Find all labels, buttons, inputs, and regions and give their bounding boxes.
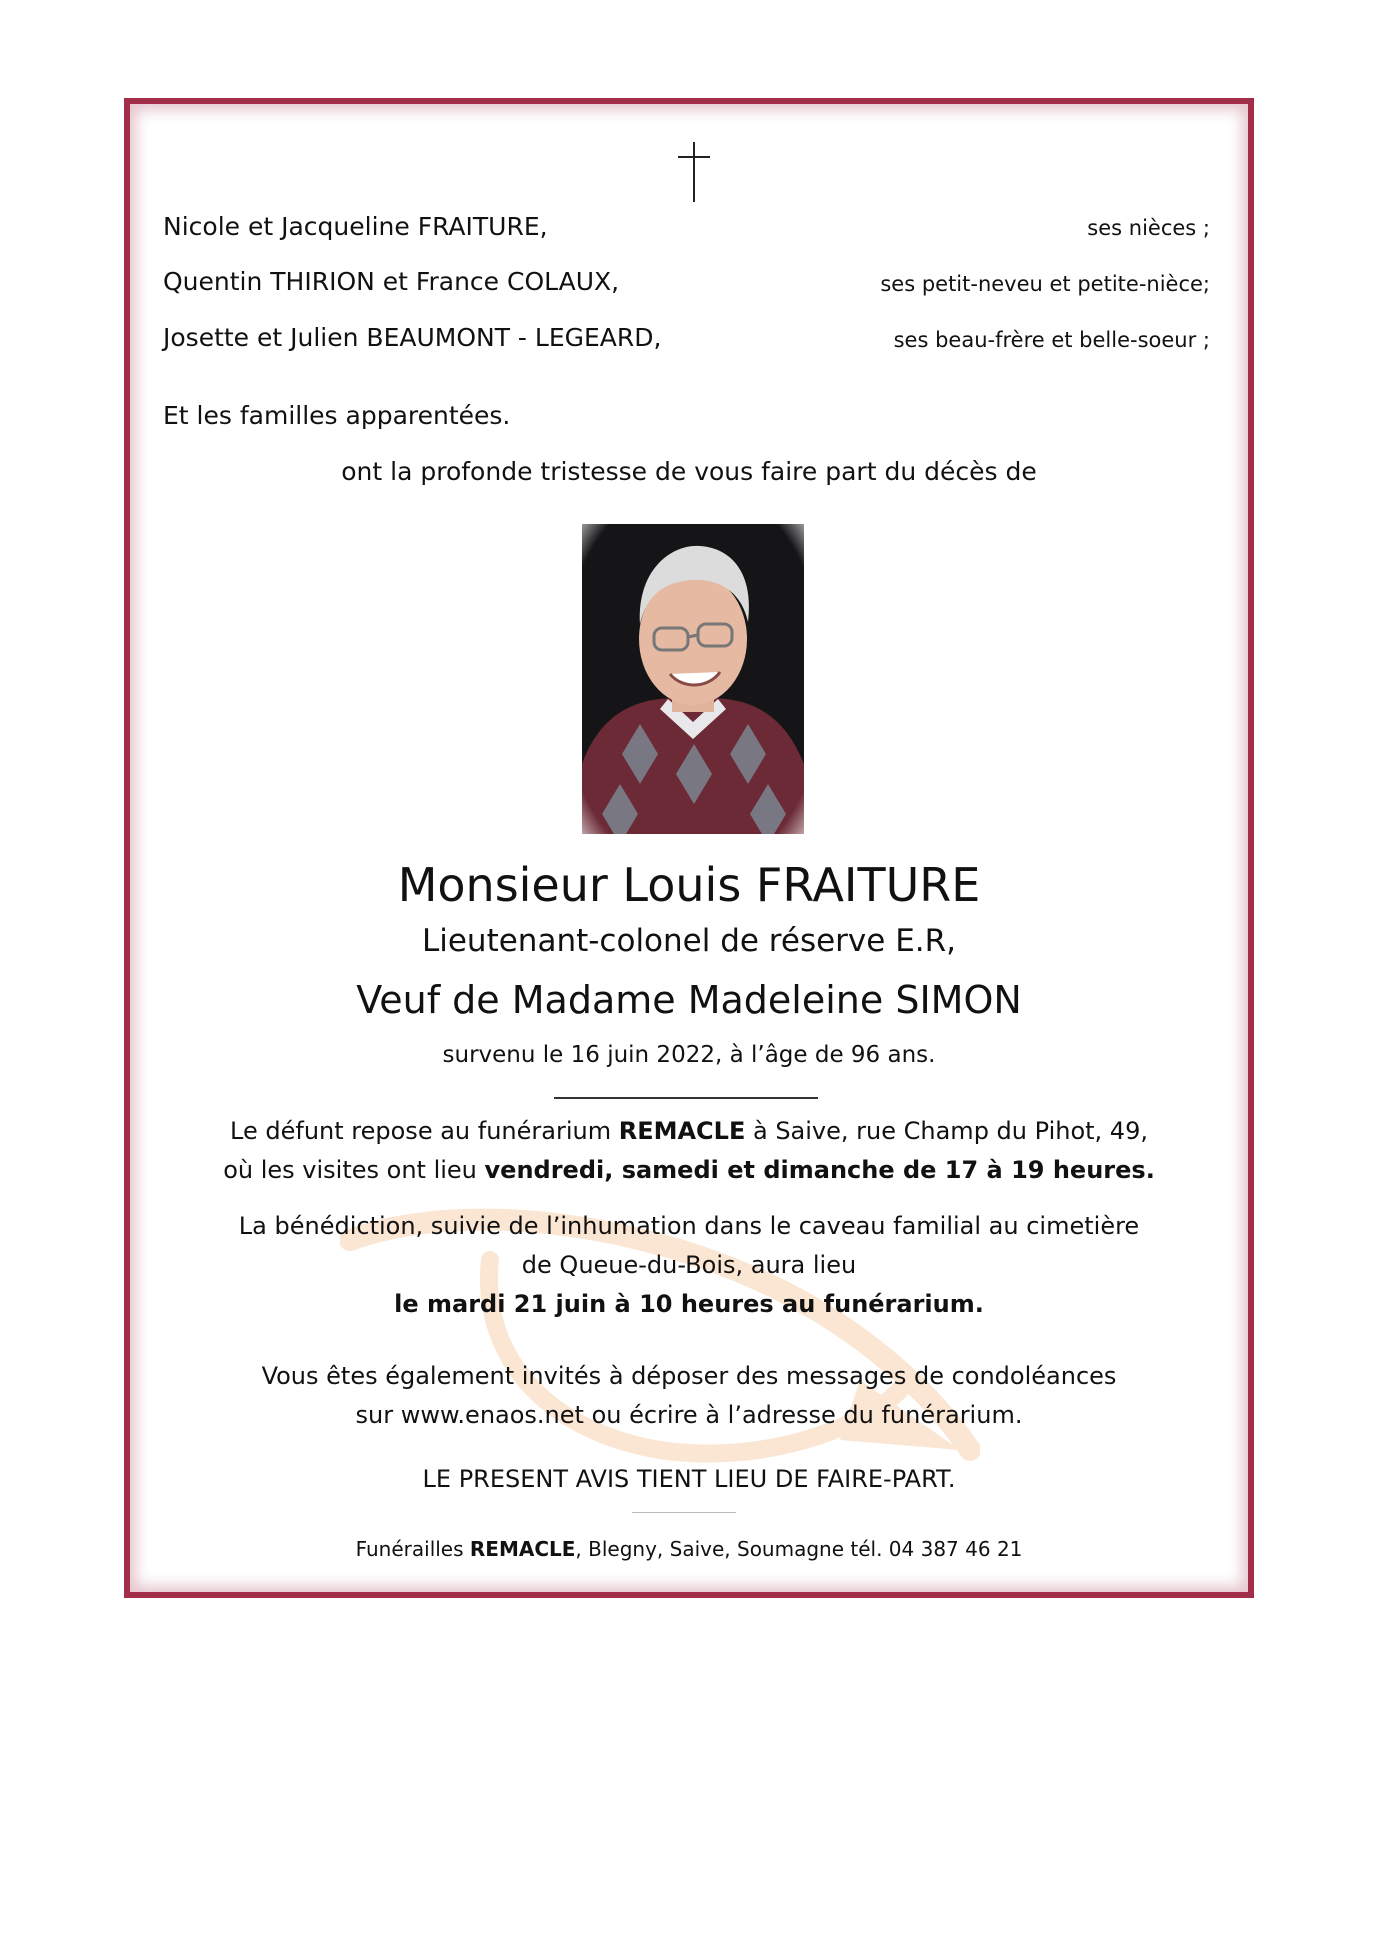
death-date: survenu le 16 juin 2022, à l’âge de 96 ans. (442, 1042, 936, 1068)
ceremony-line-1: La bénédiction, suivie de l’inhumation dans le caveau familial au cimetière (238, 1212, 1140, 1240)
relative-name-1: Nicole et Jacqueline FRAITURE, (163, 212, 548, 241)
divider-line (554, 1097, 818, 1099)
footer-text: Funérailles REMACLE, Blegny, Saive, Soumagne tél. 04 387 46 21 (355, 1537, 1023, 1561)
notice-text: LE PRESENT AVIS TIENT LIEU DE FAIRE-PART. (422, 1465, 956, 1493)
deceased-title: Lieutenant-colonel de réserve E.R, (421, 923, 957, 959)
portrait-photo (582, 524, 804, 834)
relative-role-1: ses nièces ; (1087, 216, 1210, 240)
announcement-text: ont la profonde tristesse de vous faire part du décès de (341, 457, 1037, 486)
condolences-line-2: sur www.enaos.net ou écrire à l’adresse du funérarium. (355, 1401, 1023, 1429)
remacle-watermark-logo (340, 1200, 980, 1470)
repose-line-1: Le défunt repose au funérarium REMACLE à Saive, rue Champ du Pihot, 49, (230, 1117, 1148, 1145)
deceased-name: Monsieur Louis FRAITURE (397, 858, 981, 912)
relative-role-3: ses beau-frère et belle-soeur ; (893, 328, 1210, 352)
condolences-line-1: Vous êtes également invités à déposer des messages de condoléances (261, 1362, 1117, 1390)
ceremony-line-3: le mardi 21 juin à 10 heures au funérarium. (394, 1290, 984, 1318)
families-text: Et les familles apparentées. (163, 401, 511, 430)
relative-role-2: ses petit-neveu et petite-nièce; (880, 272, 1210, 296)
relative-name-3: Josette et Julien BEAUMONT - LEGEARD, (163, 323, 662, 352)
repose-line-2: où les visites ont lieu vendredi, samedi et dimanche de 17 à 19 heures. (223, 1156, 1155, 1184)
deceased-spouse: Veuf de Madame Madeleine SIMON (356, 978, 1022, 1022)
ceremony-line-2: de Queue-du-Bois, aura lieu (521, 1251, 857, 1279)
footer-divider (632, 1512, 736, 1513)
relative-name-2: Quentin THIRION et France COLAUX, (163, 267, 620, 296)
cross-icon (677, 142, 711, 202)
